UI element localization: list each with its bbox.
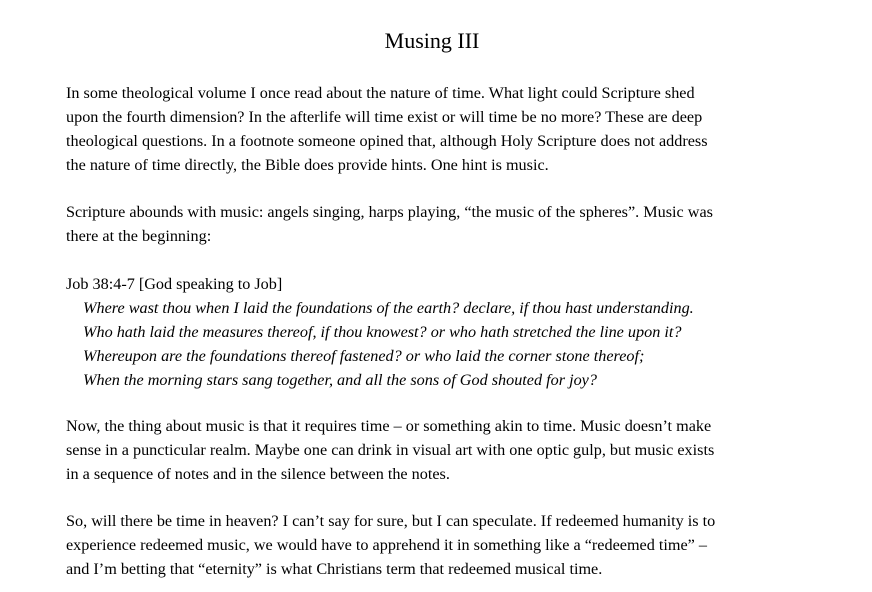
paragraph-line: upon the fourth dimension? In the afterlife will time exist or will time be no more? These are deep [66, 108, 703, 126]
paragraph-line: In some theological volume I once read about the nature of time. What light could Scripture shed [66, 84, 695, 102]
scripture-verse: Where wast thou when I laid the foundations of the earth? declare, if thou hast understanding. [83, 299, 694, 317]
scripture-quote [66, 272, 826, 392]
paragraph-line: sense in a puncticular realm. Maybe one can drink in visual art with one optic gulp, but music exists [66, 441, 715, 459]
scripture-verse: Who hath laid the measures thereof, if thou knowest? or who hath stretched the line upon it? [83, 323, 682, 341]
paragraph-time-in-heaven [66, 509, 806, 581]
paragraph-nature-of-time [66, 81, 806, 177]
paragraph-line: So, will there be time in heaven? I can’t say for sure, but I can speculate. If redeemed humanity is to [66, 512, 716, 530]
scripture-verse: Whereupon are the foundations thereof fastened? or who laid the corner stone thereof; [83, 347, 645, 365]
scripture-verse: When the morning stars sang together, and all the sons of God shouted for joy? [83, 371, 597, 389]
paragraph-line: Now, the thing about music is that it requires time – or something akin to time. Music doesn’t make [66, 417, 712, 435]
paragraph-line: in a sequence of notes and in the silence between the notes. [66, 465, 450, 483]
paragraph-line: the nature of time directly, the Bible does provide hints. One hint is music. [66, 156, 549, 174]
paragraph-scripture-music [66, 200, 806, 248]
paragraph-music-requires-time [66, 414, 806, 486]
paragraph-line: experience redeemed music, we would have to apprehend it in something like a “redeemed time” – [66, 536, 707, 554]
page-title: Musing III [384, 28, 480, 53]
paragraph-line: and I’m betting that “eternity” is what Christians term that redeemed musical time. [66, 560, 603, 578]
paragraph-line: theological questions. In a footnote someone opined that, although Holy Scripture does not address [66, 132, 708, 150]
scripture-reference: Job 38:4-7 [God speaking to Job] [66, 275, 283, 293]
paragraph-line: there at the beginning: [66, 227, 212, 245]
paragraph-line: Scripture abounds with music: angels singing, harps playing, “the music of the spheres”. Music was [66, 203, 713, 221]
